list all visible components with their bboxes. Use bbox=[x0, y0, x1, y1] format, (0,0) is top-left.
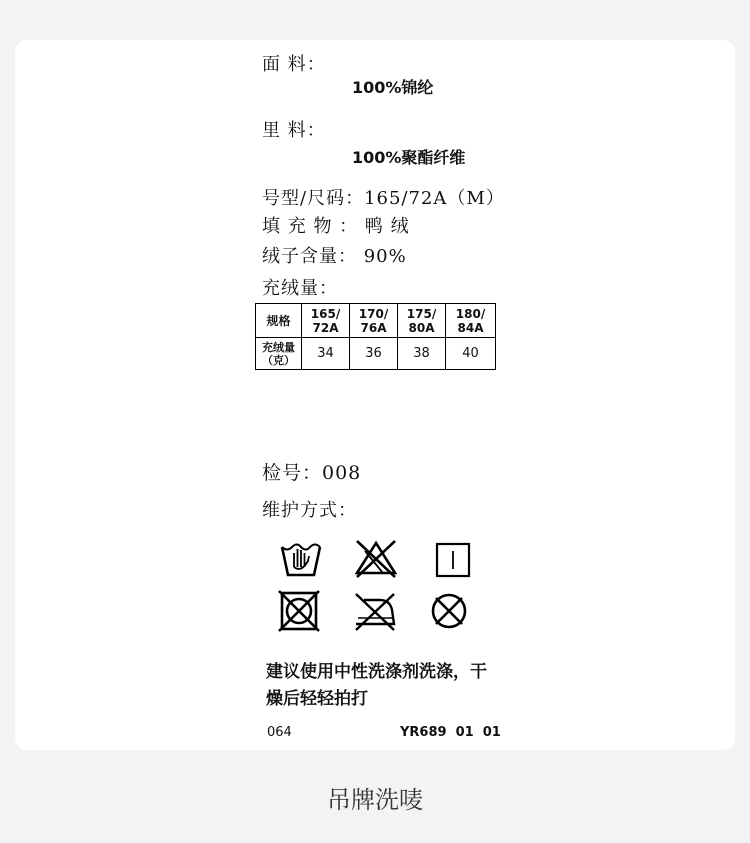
inspection-line: 检号：008 bbox=[262, 462, 362, 484]
table-amount-cell: 38 bbox=[398, 338, 446, 370]
size-line: 号型/尺码：165/72A（M） bbox=[262, 188, 505, 209]
table-size-cell: 165/ 72A bbox=[302, 304, 350, 338]
image-caption: 吊牌洗唛 bbox=[327, 786, 423, 814]
no-dry-clean-icon bbox=[426, 590, 472, 632]
lining-label: 里 料： bbox=[262, 120, 326, 141]
table-size-cell: 175/ 80A bbox=[398, 304, 446, 338]
lining-value: 100%聚酯纤维 bbox=[352, 148, 466, 167]
footer-code-left: 064 bbox=[267, 725, 292, 740]
no-tumble-dry-icon bbox=[276, 590, 322, 632]
down-content-line: 绒子含量： 90% bbox=[262, 246, 407, 267]
table-row bbox=[256, 338, 496, 370]
care-title: 维护方式： bbox=[262, 500, 357, 521]
fabric-value: 100%锦纶 bbox=[352, 78, 434, 97]
fill-amount-table bbox=[255, 303, 496, 370]
filling-line: 填 充 物 ： 鸭 绒 bbox=[262, 216, 410, 237]
table-header-fill: 充绒量 （克） bbox=[256, 338, 302, 370]
table-amount-cell: 34 bbox=[302, 338, 350, 370]
care-note-line2: 燥后轻轻拍打 bbox=[266, 689, 368, 709]
hand-wash-icon bbox=[278, 537, 324, 579]
table-size-cell: 170/ 76A bbox=[350, 304, 398, 338]
footer-code-right: YR689 01 01 bbox=[400, 725, 501, 740]
table-row bbox=[256, 304, 496, 338]
table-header-spec: 规格 bbox=[256, 304, 302, 338]
no-bleach-icon bbox=[353, 537, 399, 579]
no-iron-icon bbox=[352, 590, 398, 632]
table-amount-cell: 40 bbox=[446, 338, 496, 370]
care-note-line1: 建议使用中性洗涤剂洗涤，干 bbox=[266, 662, 487, 682]
table-size-cell: 180/ 84A bbox=[446, 304, 496, 338]
fill-amount-title: 充绒量： bbox=[262, 278, 338, 299]
table-amount-cell: 36 bbox=[350, 338, 398, 370]
line-dry-icon bbox=[432, 540, 478, 582]
fabric-label: 面 料： bbox=[262, 54, 326, 75]
